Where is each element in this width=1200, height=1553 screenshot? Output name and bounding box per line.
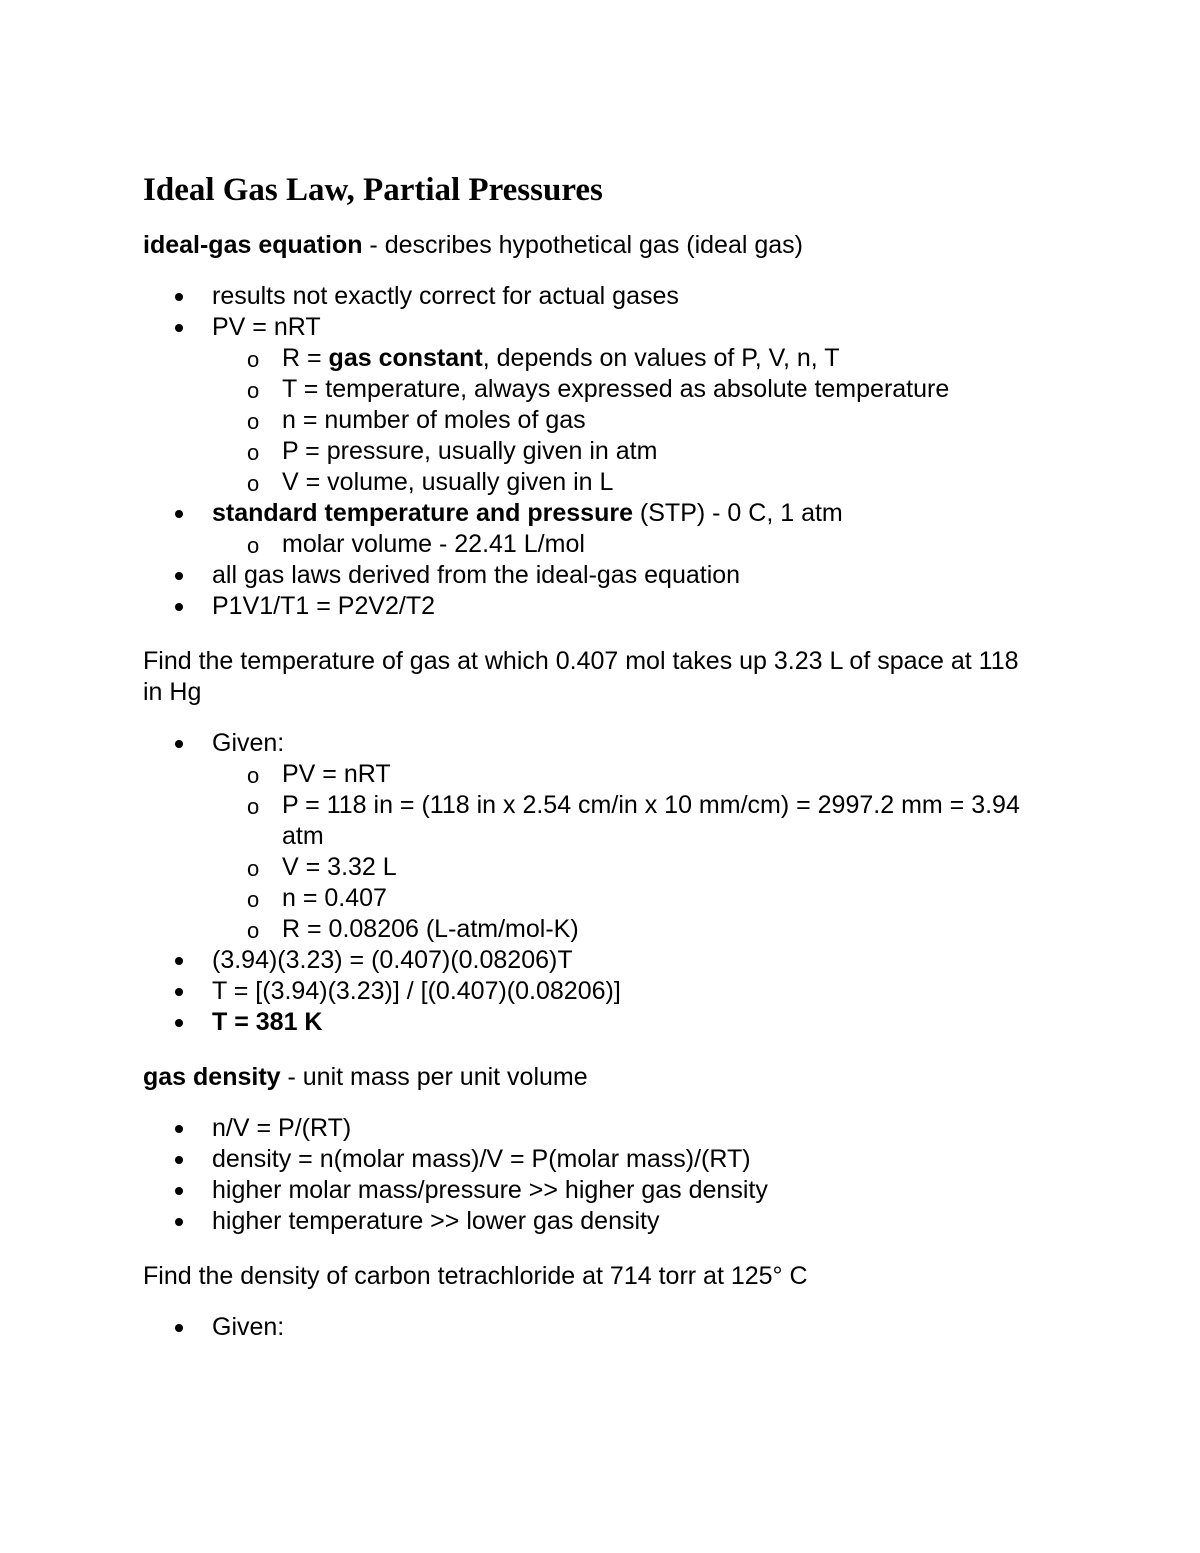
circle-bullet-icon: o bbox=[247, 918, 260, 943]
circle-bullet-icon: o bbox=[247, 409, 260, 434]
list-item-text: all gas laws derived from the ideal-gas equation bbox=[212, 561, 741, 589]
definition-text: - describes hypothetical gas (ideal gas) bbox=[362, 231, 803, 259]
sublist-item bbox=[212, 914, 1043, 945]
list-item bbox=[143, 1312, 1043, 1343]
list-item-text: n = number of moles of gas bbox=[282, 406, 586, 434]
gas-density-list bbox=[143, 1113, 1043, 1237]
list-item-text: PV = nRT bbox=[212, 313, 321, 341]
list-item-text: higher molar mass/pressure >> higher gas density bbox=[212, 1176, 768, 1204]
list-item-text: n = 0.407 bbox=[282, 884, 387, 912]
answer: T = 381 K bbox=[212, 1008, 323, 1036]
list-item-text: P = 118 in = (118 in x 2.54 cm/in x 10 mm/cm) = 2997.2 mm = 3.94 atm bbox=[282, 791, 1020, 850]
sublist-item bbox=[212, 343, 1043, 374]
circle-bullet-icon: o bbox=[247, 887, 260, 912]
sublist-item bbox=[212, 790, 1043, 852]
list-item bbox=[143, 1007, 1043, 1038]
circle-bullet-icon: o bbox=[247, 763, 260, 788]
list-item bbox=[143, 1113, 1043, 1144]
definition-text: - unit mass per unit volume bbox=[280, 1063, 588, 1091]
ideal-gas-list bbox=[143, 281, 1043, 622]
sublist-item bbox=[212, 759, 1043, 790]
sublist bbox=[212, 759, 1043, 945]
bullet-icon bbox=[175, 603, 183, 611]
sublist-item bbox=[212, 852, 1043, 883]
example-question-1: Find the temperature of gas at which 0.407 mol takes up 3.23 L of space at 118 in Hg bbox=[143, 647, 1019, 706]
bullet-icon bbox=[175, 957, 183, 965]
list-item-text: molar volume - 22.41 L/mol bbox=[282, 530, 585, 558]
bullet-icon bbox=[175, 1324, 183, 1332]
list-item-text: V = 3.32 L bbox=[282, 853, 397, 881]
term: gas constant bbox=[328, 344, 483, 372]
bullet-icon bbox=[175, 1187, 183, 1195]
example-2-list bbox=[143, 1312, 1043, 1343]
term: standard temperature and pressure bbox=[212, 499, 633, 527]
circle-bullet-icon: o bbox=[247, 533, 260, 558]
bullet-icon bbox=[175, 988, 183, 996]
sublist bbox=[212, 343, 1043, 498]
sublist bbox=[212, 529, 1043, 560]
list-item bbox=[143, 1206, 1043, 1237]
bullet-icon bbox=[175, 740, 183, 748]
list-item bbox=[143, 945, 1043, 976]
list-item-text: (STP) - 0 C, 1 atm bbox=[632, 499, 843, 527]
sublist-item bbox=[212, 405, 1043, 436]
circle-bullet-icon: o bbox=[247, 440, 260, 465]
list-item-text: P1V1/T1 = P2V2/T2 bbox=[212, 592, 436, 620]
circle-bullet-icon: o bbox=[247, 347, 260, 372]
list-item bbox=[143, 728, 1043, 945]
list-item-text: Given: bbox=[212, 1313, 285, 1341]
list-item bbox=[143, 1175, 1043, 1206]
list-item-text: V = volume, usually given in L bbox=[282, 468, 614, 496]
bullet-icon bbox=[175, 293, 183, 301]
sublist-item bbox=[212, 436, 1043, 467]
definition-ideal-gas bbox=[143, 230, 1043, 261]
list-item-text: P = pressure, usually given in atm bbox=[282, 437, 658, 465]
circle-bullet-icon: o bbox=[247, 856, 260, 881]
list-item bbox=[143, 591, 1043, 622]
circle-bullet-icon: o bbox=[247, 378, 260, 403]
sublist-item bbox=[212, 529, 1043, 560]
list-item bbox=[143, 281, 1043, 312]
list-item-text: (3.94)(3.23) = (0.407)(0.08206)T bbox=[212, 946, 573, 974]
bullet-icon bbox=[175, 324, 183, 332]
list-item bbox=[143, 976, 1043, 1007]
sublist-item bbox=[212, 883, 1043, 914]
list-item-text: R = bbox=[282, 344, 329, 372]
list-item-text: T = [(3.94)(3.23)] / [(0.407)(0.08206)] bbox=[212, 977, 621, 1005]
example-1-list bbox=[143, 728, 1043, 1038]
list-item bbox=[143, 498, 1043, 560]
bullet-icon bbox=[175, 1218, 183, 1226]
term: ideal-gas equation bbox=[143, 231, 363, 259]
sublist-item bbox=[212, 467, 1043, 498]
list-item bbox=[143, 312, 1043, 498]
bullet-icon bbox=[175, 572, 183, 580]
list-item bbox=[143, 1144, 1043, 1175]
example-question-2: Find the density of carbon tetrachloride at 714 torr at 125° C bbox=[143, 1262, 808, 1290]
page-title: Ideal Gas Law, Partial Pressures bbox=[143, 172, 603, 208]
circle-bullet-icon: o bbox=[247, 794, 260, 819]
sublist-item bbox=[212, 374, 1043, 405]
list-item-text: PV = nRT bbox=[282, 760, 391, 788]
definition-gas-density bbox=[143, 1062, 1043, 1093]
term: gas density bbox=[143, 1063, 281, 1091]
bullet-icon bbox=[175, 510, 183, 518]
list-item-text: results not exactly correct for actual gases bbox=[212, 282, 679, 310]
list-item-text: n/V = P/(RT) bbox=[212, 1114, 352, 1142]
bullet-icon bbox=[175, 1125, 183, 1133]
circle-bullet-icon: o bbox=[247, 471, 260, 496]
list-item-text: R = 0.08206 (L-atm/mol-K) bbox=[282, 915, 579, 943]
list-item-text: , depends on values of P, V, n, T bbox=[482, 344, 840, 372]
bullet-icon bbox=[175, 1156, 183, 1164]
list-item bbox=[143, 560, 1043, 591]
list-item-text: T = temperature, always expressed as absolute temperature bbox=[282, 375, 950, 403]
list-item-text: density = n(molar mass)/V = P(molar mass)/(RT) bbox=[212, 1145, 751, 1173]
list-item-text: higher temperature >> lower gas density bbox=[212, 1207, 660, 1235]
list-item-text: Given: bbox=[212, 729, 285, 757]
bullet-icon bbox=[175, 1019, 183, 1027]
document-page bbox=[143, 170, 1043, 1343]
